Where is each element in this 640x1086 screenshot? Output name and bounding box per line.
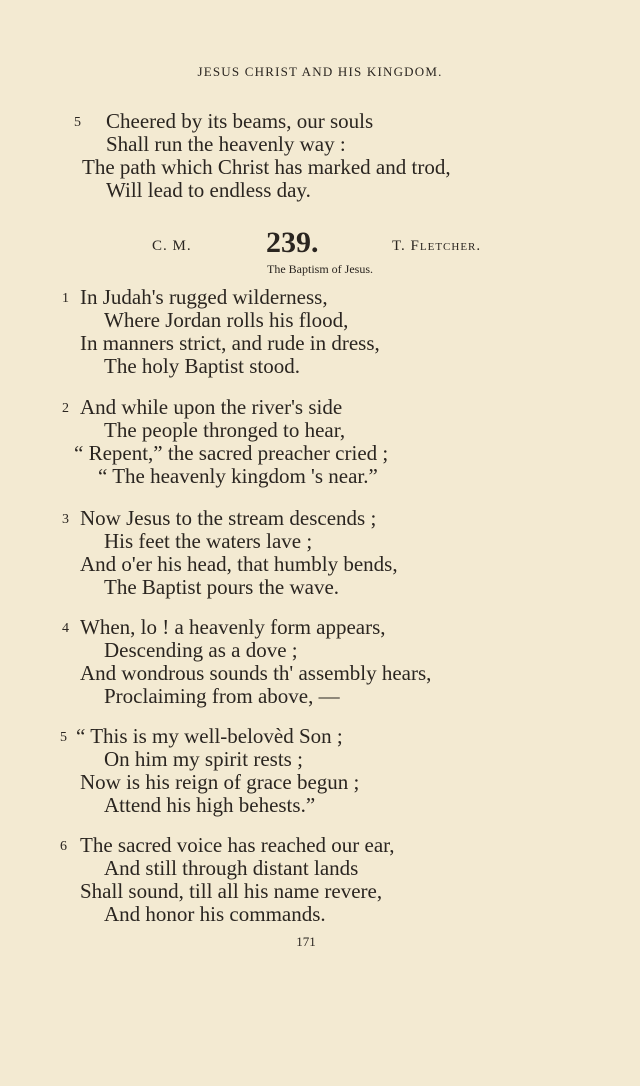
stanza-line: And while upon the river's side (80, 395, 343, 419)
stanza-line: Cheered by its beams, our souls (106, 109, 374, 133)
stanza-line: Now is his reign of grace begun ; (80, 770, 360, 794)
stanza-line: The people thronged to hear, (104, 418, 346, 442)
stanza-line: Will lead to endless day. (106, 178, 311, 202)
stanza-line: Where Jordan rolls his flood, (104, 308, 349, 332)
stanza-number: 5 (74, 115, 81, 130)
stanza-line: His feet the waters lave ; (104, 529, 313, 553)
stanza-number: 2 (62, 401, 69, 416)
stanza-line: Now Jesus to the stream descends ; (80, 506, 377, 530)
stanza-line: Attend his high behests.” (104, 793, 316, 817)
hymn-meter: C. M. (152, 238, 192, 254)
hymn-composer: T. Fletcher. (392, 238, 482, 254)
page-number: 171 (296, 934, 316, 949)
stanza-line: The sacred voice has reached our ear, (80, 833, 395, 857)
stanza-number: 6 (60, 839, 67, 854)
stanza-line: The Baptist pours the wave. (104, 575, 340, 599)
stanza-line: Shall sound, till all his name revere, (80, 879, 383, 903)
hymn-number: 239. (266, 226, 319, 259)
stanza-line: When, lo ! a heavenly form appears, (80, 615, 386, 639)
stanza-number: 5 (60, 730, 67, 745)
stanza-line: Shall run the heavenly way : (106, 132, 346, 156)
stanza-line: The holy Baptist stood. (104, 354, 300, 378)
stanza-number: 3 (62, 512, 69, 527)
stanza-line: On him my spirit rests ; (104, 747, 303, 771)
stanza-number: 4 (62, 621, 69, 636)
stanza-line: Descending as a dove ; (104, 638, 298, 662)
stanza-line: “ The heavenly kingdom 's near.” (98, 464, 378, 488)
hymn-subtitle: The Baptism of Jesus. (267, 262, 373, 276)
stanza-line: “ Repent,” the sacred preacher cried ; (74, 441, 389, 465)
stanza-line: And still through distant lands (104, 856, 359, 880)
stanza-line: Proclaiming from above, — (104, 684, 340, 708)
stanza-line: In manners strict, and rude in dress, (80, 331, 380, 355)
stanza-line: And wondrous sounds th' assembly hears, (80, 661, 432, 685)
hymn-header (0, 226, 640, 266)
stanza-number: 1 (62, 291, 69, 306)
stanza-line: And o'er his head, that humbly bends, (80, 552, 398, 576)
stanza-line: “ This is my well-belovèd Son ; (76, 724, 343, 748)
stanza-line: And honor his commands. (104, 902, 326, 926)
stanza-line: The path which Christ has marked and trod, (82, 155, 451, 179)
stanza-line: In Judah's rugged wilderness, (80, 285, 328, 309)
running-head: JESUS CHRIST AND HIS KINGDOM. (197, 64, 443, 79)
